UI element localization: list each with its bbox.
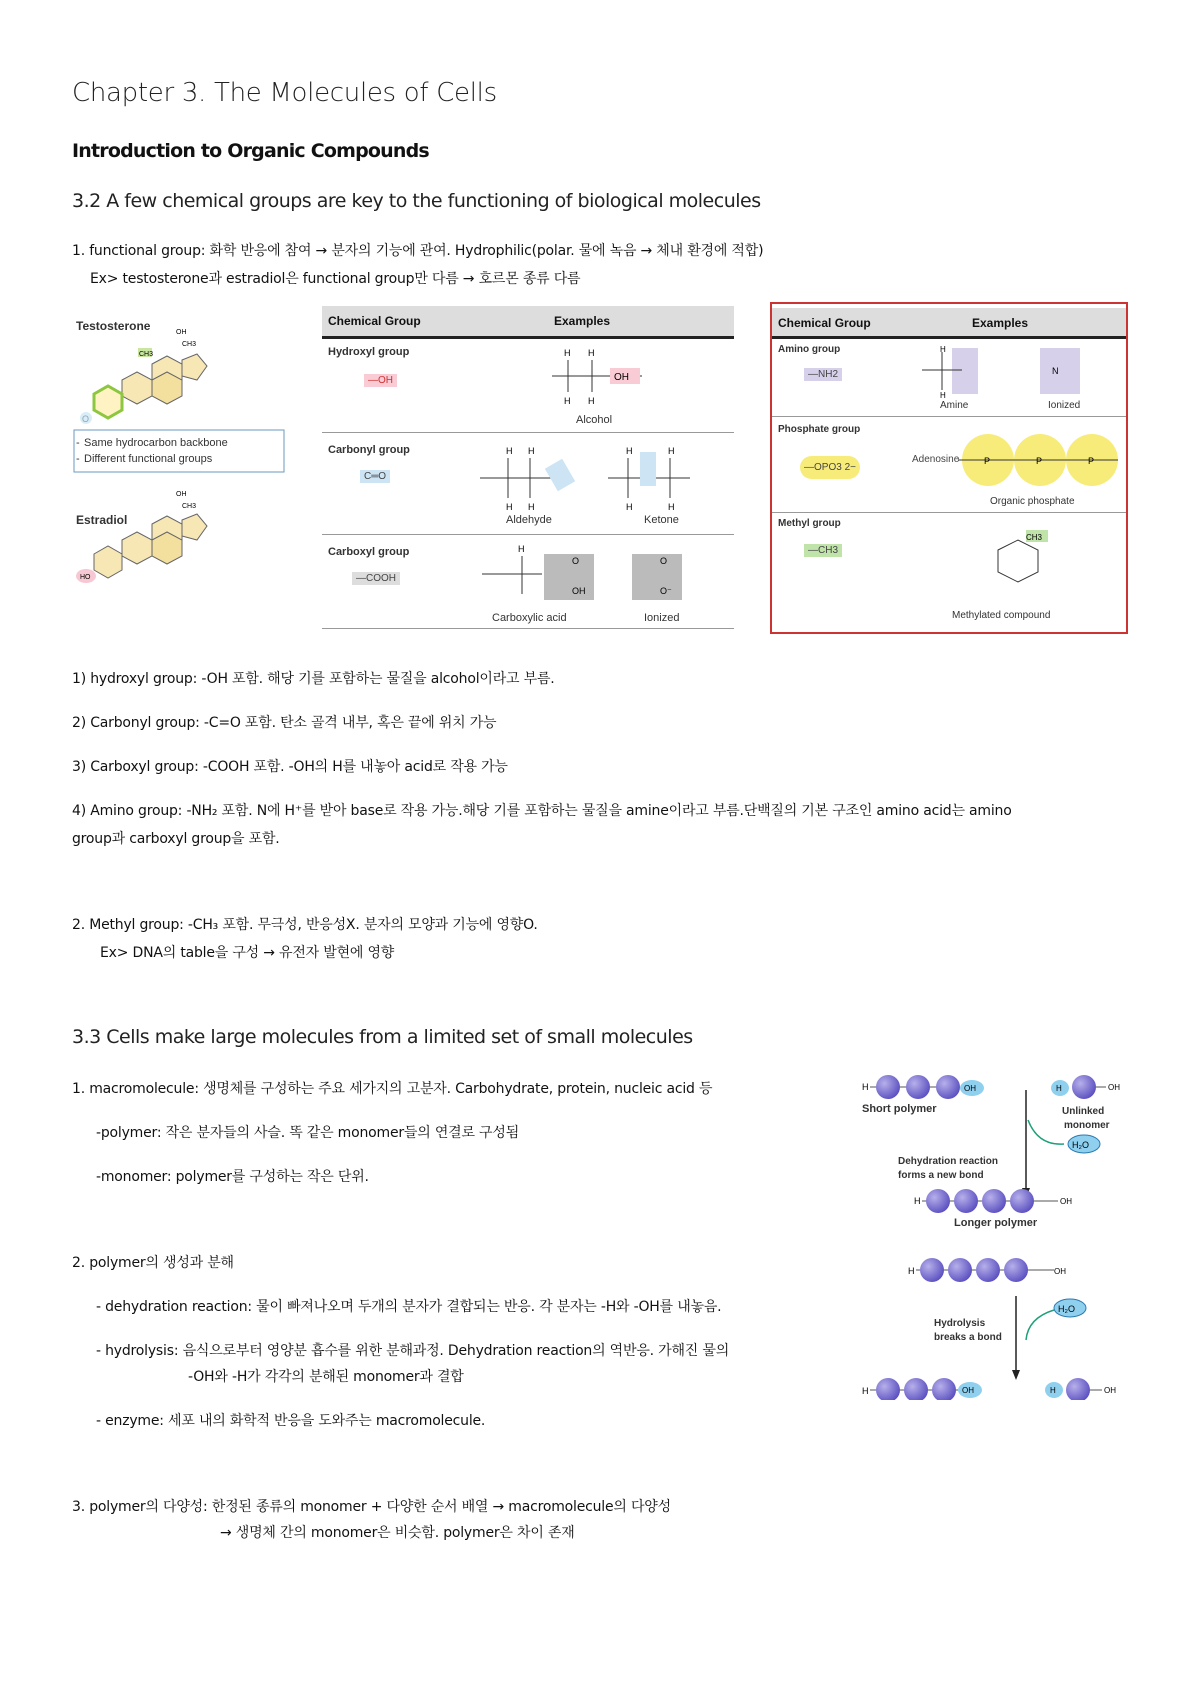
table1-col2: Examples bbox=[554, 314, 611, 328]
item-carbonyl: 2) Carbonyl group: -C=O 포함. 탄소 골격 내부, 혹은 끝에 위치 가능 bbox=[72, 715, 497, 731]
hydrolysis-label-1: Hydrolysis bbox=[934, 1318, 986, 1329]
svg-text:CH3: CH3 bbox=[1026, 533, 1043, 542]
adenosine-label: Adenosine bbox=[912, 454, 960, 465]
carboxylic-acid-structures bbox=[482, 542, 722, 608]
hormone-structures-figure bbox=[72, 310, 302, 610]
svg-text:H: H bbox=[528, 502, 535, 512]
paragraph-polymer: -polymer: 작은 분자들의 사슬. 똑 같은 monomer들의 연결로 구성됨 bbox=[96, 1125, 520, 1141]
svg-text:OH: OH bbox=[1054, 1267, 1066, 1276]
phosphate-group-label: Phosphate group bbox=[778, 424, 861, 435]
svg-text:O: O bbox=[572, 556, 580, 566]
svg-text:CH3: CH3 bbox=[139, 351, 154, 358]
chemical-group-table-1 bbox=[322, 306, 734, 630]
organic-phosphate-structure bbox=[958, 430, 1122, 490]
methylated-compound-structure bbox=[968, 520, 1078, 600]
aldehyde-ketone-structures bbox=[480, 444, 720, 514]
svg-text:H: H bbox=[528, 446, 535, 456]
carbonyl-group-label: Carbonyl group bbox=[328, 444, 410, 456]
svg-text:N: N bbox=[1052, 366, 1059, 376]
carboxyl-group-label: Carboxyl group bbox=[328, 546, 410, 558]
svg-text:CH3: CH3 bbox=[182, 503, 197, 510]
methyl-formula: —CH3 bbox=[804, 544, 842, 557]
paragraph-methyl-example: Ex> DNA의 table을 구성 → 유전자 발현에 영향 bbox=[100, 945, 395, 961]
svg-text:H: H bbox=[668, 446, 675, 456]
carboxyl-formula: —COOH bbox=[352, 572, 400, 585]
svg-text:P: P bbox=[984, 456, 991, 466]
aldehyde-label: Aldehyde bbox=[506, 514, 552, 526]
organic-phosphate-label: Organic phosphate bbox=[990, 496, 1075, 507]
svg-text:H: H bbox=[506, 446, 513, 456]
svg-text:H: H bbox=[914, 1196, 921, 1206]
page-title: Chapter 3. The Molecules of Cells bbox=[72, 78, 497, 108]
polymer-reaction-figure bbox=[858, 1070, 1132, 1400]
paragraph-monomer: -monomer: polymer를 구성하는 작은 단위. bbox=[96, 1169, 369, 1185]
paragraph-hydrolysis-cont: -OH와 -H가 각각의 분해된 monomer과 결합 bbox=[188, 1369, 464, 1385]
svg-text:P: P bbox=[1088, 456, 1095, 466]
table2-col1: Chemical Group bbox=[778, 316, 871, 330]
section-3-2-heading: 3.2 A few chemical groups are key to the functioning of biological molecules bbox=[72, 190, 761, 212]
svg-text:O: O bbox=[660, 556, 668, 566]
svg-text:OH: OH bbox=[176, 491, 187, 498]
svg-text:OH: OH bbox=[572, 586, 586, 596]
item-carboxyl: 3) Carboxyl group: -COOH 포함. -OH의 H를 내놓아 acid로 작용 가능 bbox=[72, 759, 508, 775]
chemical-group-table-2 bbox=[770, 302, 1128, 634]
svg-text:H: H bbox=[588, 396, 595, 406]
paragraph-enzyme: - enzyme: 세포 내의 화학적 반응을 도와주는 macromolecule. bbox=[96, 1413, 486, 1429]
methyl-group-label: Methyl group bbox=[778, 518, 841, 529]
svg-text:H: H bbox=[588, 348, 595, 358]
svg-text:H: H bbox=[626, 446, 633, 456]
svg-text:H: H bbox=[940, 391, 946, 400]
paragraph-polymer-diversity-cont: → 생명체 간의 monomer은 비슷함. polymer은 차이 존재 bbox=[220, 1525, 575, 1541]
unlinked-monomer-label-1: Unlinked bbox=[1062, 1106, 1105, 1117]
box-line-1: Same hydrocarbon backbone bbox=[84, 437, 228, 449]
svg-text:H: H bbox=[564, 348, 571, 358]
svg-text:H: H bbox=[940, 345, 946, 354]
hydroxyl-formula: —OH bbox=[364, 374, 397, 387]
longer-polymer-label: Longer polymer bbox=[954, 1217, 1038, 1229]
paragraph-polymer-synthesis: 2. polymer의 생성과 분해 bbox=[72, 1255, 234, 1271]
ionized-amine-label: Ionized bbox=[1048, 400, 1081, 411]
alcohol-label: Alcohol bbox=[576, 414, 613, 426]
svg-text:OH: OH bbox=[614, 372, 629, 383]
paragraph-dehydration: - dehydration reaction: 물이 빠져나오며 두개의 분자가 결합되는 반응. 각 분자는 -H와 -OH를 내놓음. bbox=[96, 1299, 722, 1315]
svg-text:O⁻: O⁻ bbox=[660, 586, 672, 596]
dehydration-label-1: Dehydration reaction bbox=[898, 1156, 999, 1167]
svg-text:H: H bbox=[908, 1266, 915, 1276]
svg-text:H: H bbox=[862, 1386, 869, 1396]
svg-text:OH: OH bbox=[1108, 1083, 1120, 1092]
ketone-label: Ketone bbox=[644, 514, 679, 526]
unlinked-monomer-label-2: monomer bbox=[1064, 1120, 1110, 1131]
phosphate-formula: —OPO3 2− bbox=[800, 456, 860, 479]
short-polymer-label: Short polymer bbox=[862, 1103, 937, 1115]
table1-col1: Chemical Group bbox=[328, 314, 421, 328]
svg-text:H: H bbox=[1056, 1084, 1062, 1093]
svg-text:P: P bbox=[1036, 456, 1043, 466]
ionized-label: Ionized bbox=[644, 612, 680, 624]
table2-col2: Examples bbox=[972, 316, 1029, 330]
svg-text:OH: OH bbox=[1104, 1386, 1116, 1395]
testosterone-label: Testosterone bbox=[76, 319, 151, 333]
svg-text:H: H bbox=[862, 1082, 869, 1092]
svg-text:-: - bbox=[76, 453, 80, 465]
hydroxyl-group-label: Hydroxyl group bbox=[328, 346, 410, 358]
svg-text:H: H bbox=[626, 502, 633, 512]
item-amino: 4) Amino group: -NH₂ 포함. N에 H⁺를 받아 base로 작용 가능.해당 기를 포함하는 물질을 amine이라고 부름.단백질의 기본 구조인 amino acid는 amino bbox=[72, 803, 1012, 819]
box-line-2: Different functional groups bbox=[84, 453, 213, 465]
paragraph-methyl: 2. Methyl group: -CH₃ 포함. 무극성, 반응성X. 분자의 모양과 기능에 영향O. bbox=[72, 917, 538, 933]
svg-text:CH3: CH3 bbox=[182, 341, 197, 348]
paragraph-polymer-diversity: 3. polymer의 다양성: 한정된 종류의 monomer + 다양한 순서 배열 → macromolecule의 다양성 bbox=[72, 1499, 671, 1515]
estradiol-label: Estradiol bbox=[76, 513, 128, 527]
svg-text:H: H bbox=[518, 544, 525, 554]
paragraph-hydrolysis: - hydrolysis: 음식으로부터 영양분 흡수를 위한 분해과정. Dehydration reaction의 역반응. 가해진 물의 bbox=[96, 1343, 730, 1359]
alcohol-structure bbox=[552, 346, 672, 406]
svg-text:H₂O: H₂O bbox=[1072, 1140, 1089, 1150]
carbonyl-formula: C═O bbox=[360, 470, 390, 483]
svg-text:H: H bbox=[1050, 1386, 1056, 1395]
section-intro-heading: Introduction to Organic Compounds bbox=[72, 140, 429, 162]
amine-label: Amine bbox=[940, 400, 969, 411]
item-hydroxyl: 1) hydroxyl group: -OH 포함. 해당 기를 포함하는 물질을 alcohol이라고 부름. bbox=[72, 671, 555, 687]
item-amino-cont: group과 carboxyl group을 포함. bbox=[72, 831, 280, 847]
svg-text:-: - bbox=[76, 437, 80, 449]
amino-group-label: Amino group bbox=[778, 344, 841, 355]
section-3-3-heading: 3.3 Cells make large molecules from a limited set of small molecules bbox=[72, 1026, 693, 1048]
svg-text:OH: OH bbox=[176, 329, 187, 336]
svg-text:H₂O: H₂O bbox=[1058, 1304, 1075, 1314]
dehydration-label-2: forms a new bond bbox=[898, 1170, 984, 1181]
svg-text:HO: HO bbox=[80, 574, 91, 581]
paragraph-functional-group: 1. functional group: 화학 반응에 참여 → 분자의 기능에 관여. Hydrophilic(polar. 물에 녹음 → 체내 환경에 적합) bbox=[72, 243, 764, 259]
carboxylic-acid-label: Carboxylic acid bbox=[492, 612, 567, 624]
paragraph-functional-example: Ex> testosterone과 estradiol은 functional group만 다름 → 호르몬 종류 다름 bbox=[90, 271, 581, 287]
paragraph-macromolecule: 1. macromolecule: 생명체를 구성하는 주요 세가지의 고분자. Carbohydrate, protein, nucleic acid 등 bbox=[72, 1081, 713, 1097]
svg-text:H: H bbox=[506, 502, 513, 512]
methylated-compound-label: Methylated compound bbox=[952, 610, 1051, 621]
svg-text:OH: OH bbox=[1060, 1197, 1072, 1206]
amine-structures bbox=[922, 344, 1112, 400]
svg-text:H: H bbox=[668, 502, 675, 512]
svg-text:H: H bbox=[564, 396, 571, 406]
svg-text:OH: OH bbox=[964, 1084, 976, 1093]
amino-formula: —NH2 bbox=[804, 368, 842, 381]
hydrolysis-label-2: breaks a bond bbox=[934, 1332, 1002, 1343]
svg-text:OH: OH bbox=[962, 1386, 974, 1395]
